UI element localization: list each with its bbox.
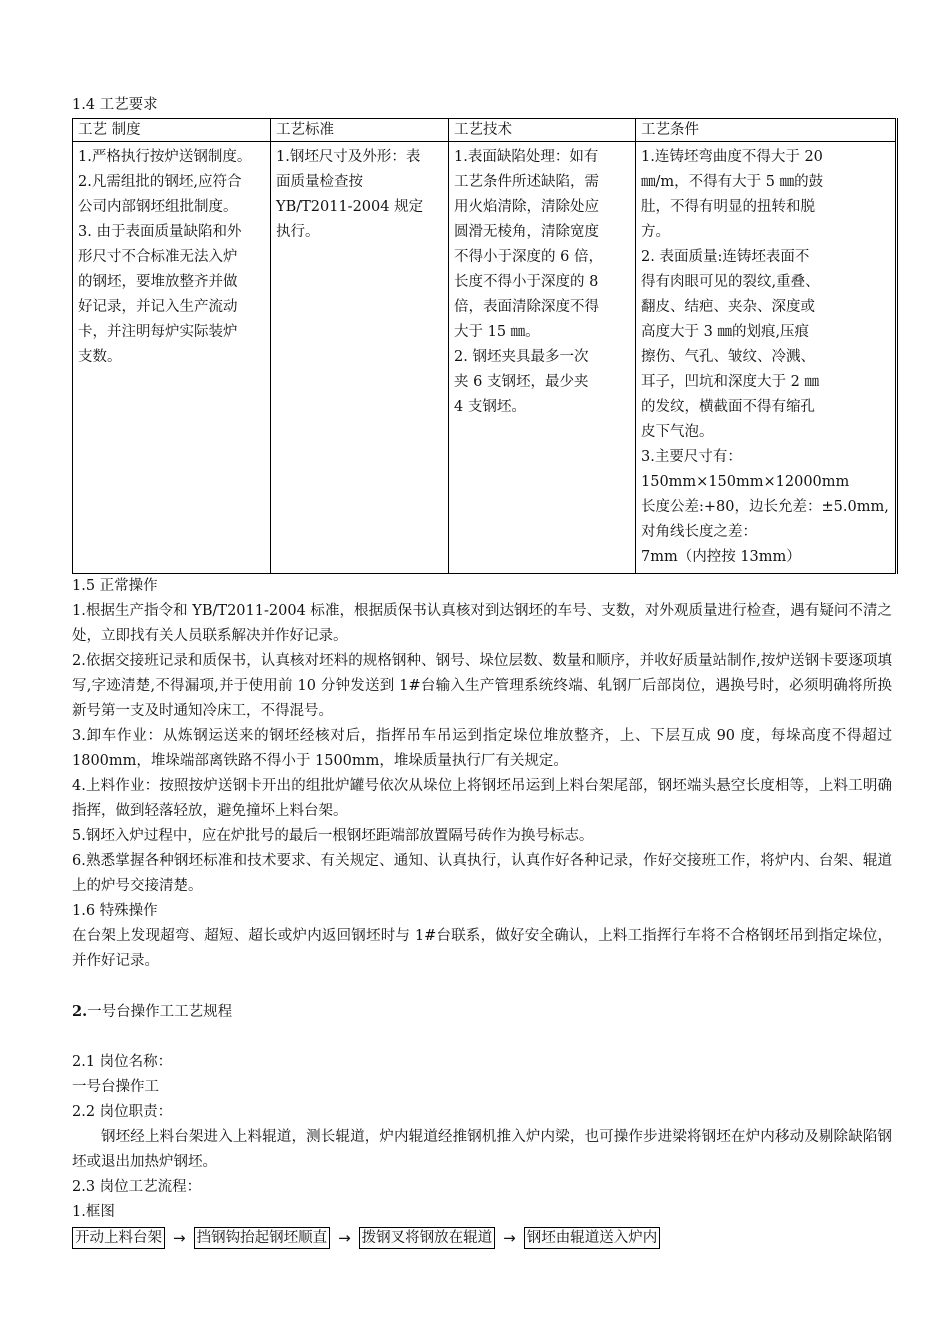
cell-line: 擦伤、气孔、皱纹、冷溅、	[641, 349, 815, 365]
cell-line: 3.主要尺寸有：	[641, 449, 742, 465]
table-header: 工艺技术	[449, 119, 636, 142]
table-cell-technique	[449, 142, 636, 574]
cell-line: 执行。	[276, 224, 320, 240]
paragraph: 在台架上发现超弯、超短、超长或炉内返回钢坯时与 1#台联系，做好安全确认，上料工指挥行车将不合格钢坯吊到指定垛位，并作好记录。	[72, 928, 892, 969]
table-cell-system	[73, 142, 271, 574]
cell-line: 翻皮、结疤、夹杂、深度或	[641, 299, 815, 315]
cell-line: 4 支钢坯。	[454, 399, 526, 415]
table-header: 工艺标准	[271, 119, 449, 142]
paragraph: 1.根据生产指令和 YB/T2011-2004 标准，根据质保书认真核对到达钢坯的车号、支数，对外观质量进行检查，遇有疑问不清之处，立即找有关人员联系解决并作好记录。	[72, 603, 892, 644]
cell-line: 的钢坯，要堆放整齐并做	[78, 274, 238, 290]
cell-line: 公司内部钢坯组批制度。	[78, 199, 238, 215]
cell-line: 支数。	[78, 349, 122, 365]
cell-line: 倍，表面清除深度不得	[454, 299, 599, 315]
table-header-row	[73, 119, 897, 142]
process-flow-diagram	[72, 1227, 892, 1249]
chapter-number: 2.	[72, 1003, 88, 1020]
post-duty-paragraph: 钢坯经上料台架进入上料辊道，测长辊道，炉内辊道经推钢机推入炉内梁，也可操作步进梁将钢坯在炉内移动及剔除缺陷钢坯或退出加热炉钢坯。	[72, 1129, 892, 1170]
cell-line: ㎜/m，不得有大于 5 ㎜的鼓	[641, 174, 824, 190]
cell-line: 工艺条件所述缺陷，需	[454, 174, 599, 190]
right-arrow-icon: →	[503, 1229, 516, 1247]
cell-line: 夹 6 支钢坯，最少夹	[454, 374, 589, 390]
cell-line: 1.连铸坯弯曲度不得大于 20	[641, 149, 823, 165]
cell-line: 大于 15 ㎜。	[454, 324, 540, 340]
cell-line: 肚，不得有明显的扭转和脱	[641, 199, 815, 215]
cell-line: 不得小于深度的 6 倍，	[454, 249, 603, 265]
cell-line: 好记录，并记入生产流动	[78, 299, 238, 315]
cell-line: 的发纹，横截面不得有缩孔	[641, 399, 815, 415]
cell-line: 1.钢坯尺寸及外形：表	[276, 149, 421, 165]
paragraph: 4.上料作业：按照按炉送钢卡开出的组批炉罐号依次从垛位上将钢坯吊运到上料台架尾部，钢坯端头悬空长度相等，上料工明确指挥，做到轻落轻放，避免撞坏上料台架。	[72, 778, 892, 819]
flow-label: 1.框图	[72, 1204, 115, 1220]
section-heading-2-1: 2.1 岗位名称：	[72, 1054, 173, 1070]
cell-line: YB/T2011-2004 规定	[276, 199, 424, 215]
flow-step-box: 拨钢叉将钢放在辊道	[359, 1227, 496, 1249]
document-page	[72, 93, 892, 1249]
post-name: 一号台操作工	[72, 1079, 159, 1095]
flow-step-box: 开动上料台架	[72, 1227, 165, 1249]
cell-line: 2. 表面质量:连铸坯表面不	[641, 249, 810, 265]
cell-line: 1.表面缺陷处理：如有	[454, 149, 599, 165]
table-cell-conditions	[636, 142, 897, 574]
cell-line: 卡，并注明每炉实际装炉	[78, 324, 238, 340]
paragraph: 6.熟悉掌握各种钢坯标准和技术要求、有关规定、通知、认真执行，认真作好各种记录，作好交接班工作，将炉内、台架、辊道上的炉号交接清楚。	[72, 853, 892, 894]
paragraph: 2.依据交接班记录和质保书，认真核对坯料的规格钢种、钢号、垛位层数、数量和顺序，并收好质量站制作,按炉送钢卡要逐项填写,字迹清楚,不得漏项,并于使用前 10 分钟发送到 1#台输入生产管理系统终端、轧钢厂后部岗位，遇换号时，必须明确将所换新号第一支及时通知冷床工，不得混号。	[72, 653, 892, 719]
cell-line: 1.严格执行按炉送钢制度。	[78, 149, 252, 165]
table-row	[73, 142, 897, 574]
cell-line: 高度大于 3 ㎜的划痕,压痕	[641, 324, 810, 340]
cell-line: 用火焰清除，清除处应	[454, 199, 599, 215]
cell-line: 对角线长度之差：	[641, 524, 757, 540]
table-header: 工艺 制度	[73, 119, 271, 142]
cell-line: 150mm×150mm×12000mm	[641, 474, 850, 490]
flow-step-box: 钢坯由辊道送入炉内	[524, 1227, 661, 1249]
section-heading-1-5: 1.5 正常操作	[72, 578, 158, 594]
cell-line: 长度不得小于深度的 8	[454, 274, 599, 290]
paragraph: 3.卸车作业：从炼钢运送来的钢坯经核对后，指挥吊车吊运到指定垛位堆放整齐，上、下层互成 90 度，每垛高度不得超过 1800mm，堆垛端部离铁路不得小于 1500mm，堆垛质量执行厂有关规定。	[72, 728, 892, 769]
cell-line: 得有肉眼可见的裂纹,重叠、	[641, 274, 820, 290]
cell-line: 长度公差:+80，边长允差：±5.0mm,	[641, 499, 889, 515]
cell-line: 3. 由于表面质量缺陷和外	[78, 224, 242, 240]
section-heading-1-6: 1.6 特殊操作	[72, 903, 158, 919]
normal-operation-paragraphs	[72, 599, 892, 899]
process-requirements-table	[72, 118, 898, 574]
right-arrow-icon: →	[338, 1229, 351, 1247]
cell-line: 圆滑无棱角，清除宽度	[454, 224, 599, 240]
cell-line: 7mm（内控按 13mm）	[641, 549, 801, 565]
table-cell-standard	[271, 142, 449, 574]
chapter-title-text: 一号台操作工工艺规程	[87, 1004, 233, 1020]
section-heading-2-2: 2.2 岗位职责：	[72, 1104, 173, 1120]
section-heading-2-3: 2.3 岗位工艺流程：	[72, 1179, 202, 1195]
cell-line: 2. 钢坯夹具最多一次	[454, 349, 589, 365]
cell-line: 耳子，凹坑和深度大于 2 ㎜	[641, 374, 819, 390]
cell-line: 面质量检查按	[276, 174, 363, 190]
paragraph: 5.钢坯入炉过程中，应在炉批号的最后一根钢坯距端部放置隔号砖作为换号标志。	[72, 828, 594, 844]
chapter-title	[72, 999, 892, 1025]
table-header: 工艺条件	[636, 119, 897, 142]
section-heading-1-4: 1.4 工艺要求	[72, 97, 158, 113]
flow-step-box: 挡钢钩抬起钢坯顺直	[194, 1227, 331, 1249]
cell-line: 2.凡需组批的钢坯,应符合	[78, 174, 242, 190]
right-arrow-icon: →	[173, 1229, 186, 1247]
cell-line: 方。	[641, 224, 670, 240]
cell-line: 皮下气泡。	[641, 424, 714, 440]
cell-line: 形尺寸不合标准无法入炉	[78, 249, 238, 265]
